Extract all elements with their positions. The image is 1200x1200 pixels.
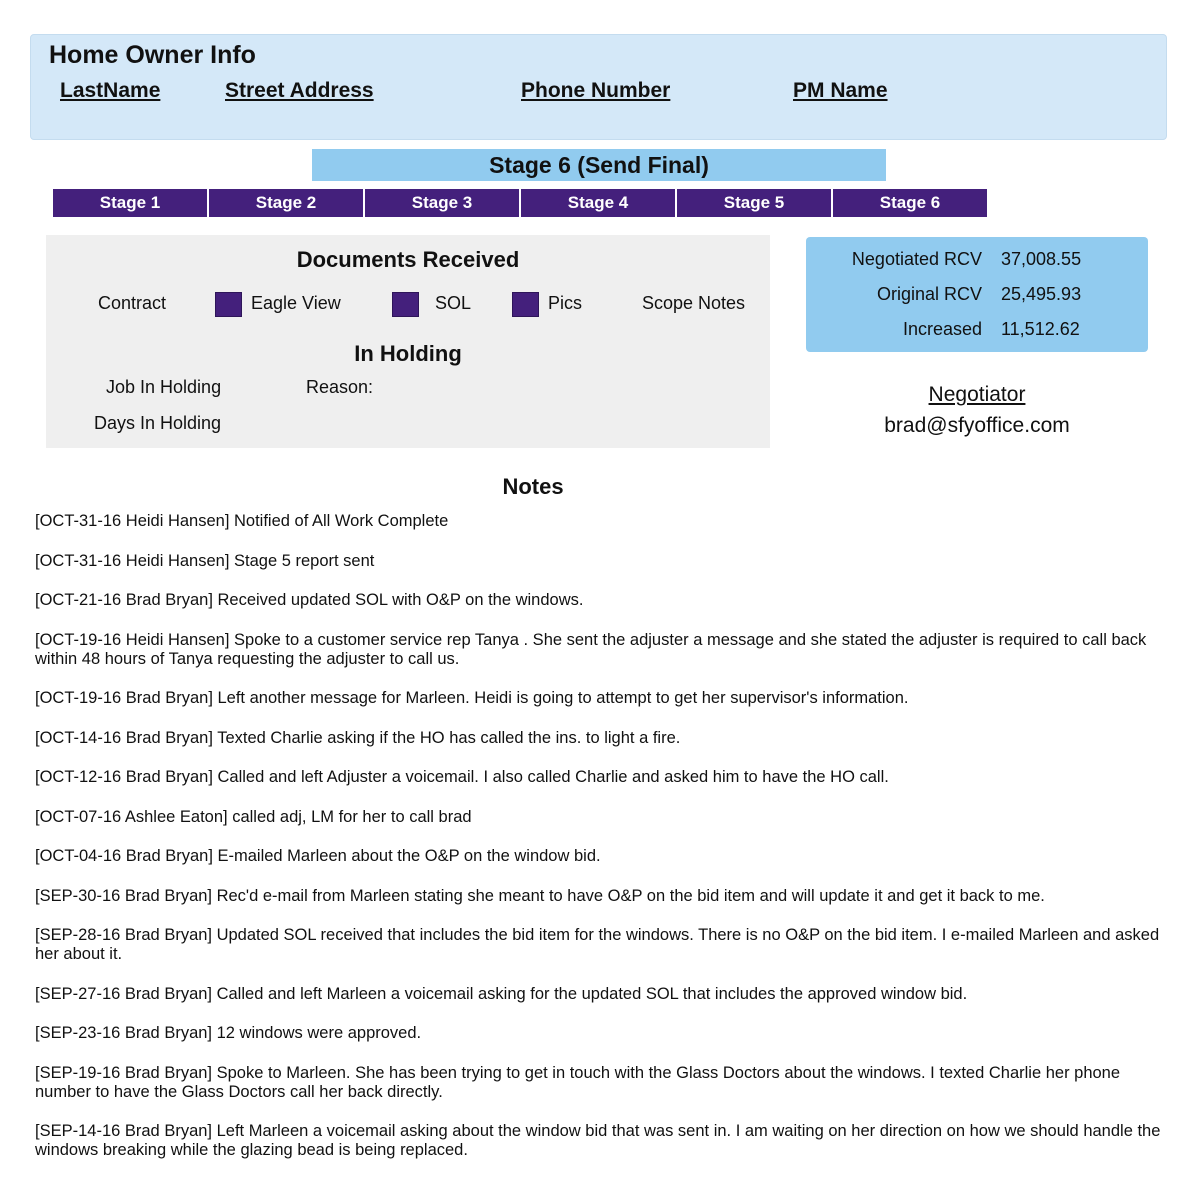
negotiator-title: Negotiator <box>928 383 1026 406</box>
doc-sol-checkbox[interactable] <box>392 292 419 317</box>
documents-received-title: Documents Received <box>296 247 520 272</box>
negotiator-email[interactable]: brad@sfyoffice.com <box>884 414 1070 437</box>
note-item: [SEP-30-16 Brad Bryan] Rec'd e-mail from Marleen stating she meant to have O&P on the bid item and will update it and get it back to me. <box>35 886 1045 905</box>
note-item: [OCT-07-16 Ashlee Eaton] called adj, LM for her to call brad <box>35 807 472 826</box>
doc-sol-label: SOL <box>435 293 472 313</box>
notes-title: Notes <box>502 474 564 499</box>
increased-value: 11,512.62 <box>1001 319 1080 339</box>
note-item: [OCT-04-16 Brad Bryan] E-mailed Marleen about the O&P on the window bid. <box>35 847 601 865</box>
column-pm-name[interactable]: PM Name <box>793 79 888 102</box>
column-lastname[interactable]: LastName <box>60 79 161 102</box>
stage-4-button[interactable]: Stage 4 <box>521 189 675 217</box>
stage-2-button[interactable]: Stage 2 <box>209 189 363 217</box>
note-item: [OCT-19-16 Heidi Hansen] Spoke to a customer service rep Tanya . She sent the adjuster a message and she stated the adjuster is required to call back within 48 hours of Tanya requesting the adjuster to call us. <box>35 630 1147 668</box>
column-street-address[interactable]: Street Address <box>225 79 374 102</box>
doc-eagle-view-checkbox[interactable] <box>215 292 242 317</box>
note-item: [OCT-31-16 Heidi Hansen] Stage 5 report sent <box>35 551 375 570</box>
doc-pics-checkbox[interactable] <box>512 292 539 317</box>
column-phone-number[interactable]: Phone Number <box>521 79 671 102</box>
note-item: [OCT-14-16 Brad Bryan] Texted Charlie asking if the HO has called the ins. to light a fire. <box>35 728 681 747</box>
job-in-holding-label: Job In Holding <box>106 377 222 397</box>
original-rcv-label: Original RCV <box>876 284 982 304</box>
documents-panel <box>46 235 770 448</box>
stage-6-button[interactable]: Stage 6 <box>833 189 987 217</box>
holding-reason-label: Reason: <box>306 377 374 397</box>
home-owner-title: Home Owner Info <box>49 41 256 69</box>
doc-eagle-view-label: Eagle View <box>251 293 341 313</box>
increased-label: Increased <box>902 319 982 339</box>
note-item: [OCT-31-16 Heidi Hansen] Notified of All Work Complete <box>35 512 449 530</box>
note-item: [SEP-27-16 Brad Bryan] Called and left Marleen a voicemail asking for the updated SOL that includes the approved window bid. <box>35 984 968 1003</box>
original-rcv-value: 25,495.93 <box>1001 284 1082 304</box>
note-item: [SEP-14-16 Brad Bryan] Left Marleen a voicemail asking about the window bid that was sent in. I am waiting on her direction on how we should handle the windows breaking while the glazing bead is being replaced. <box>35 1122 1161 1159</box>
note-item: [SEP-19-16 Brad Bryan] Spoke to Marleen. She has been trying to get in touch with the Glass Doctors about the windows. I texted Charlie her phone number to have the Glass Doctors call her back directly. <box>35 1063 1121 1101</box>
doc-pics-label: Pics <box>548 293 583 313</box>
stage-5-button[interactable]: Stage 5 <box>677 189 831 217</box>
days-in-holding-label: Days In Holding <box>94 413 222 433</box>
negotiated-rcv-value: 37,008.55 <box>1001 249 1082 269</box>
notes-list <box>35 512 1165 1181</box>
current-stage-banner: Stage 6 (Send Final) <box>312 149 886 181</box>
stage-3-button[interactable]: Stage 3 <box>365 189 519 217</box>
stage-1-button[interactable]: Stage 1 <box>53 189 207 217</box>
doc-contract-label: Contract <box>98 293 167 313</box>
note-item: [SEP-28-16 Brad Bryan] Updated SOL received that includes the bid item for the windows. There is no O&P on the bid item. I e-mailed Marleen and asked her about it. <box>35 926 1160 963</box>
note-item: [SEP-23-16 Brad Bryan] 12 windows were approved. <box>35 1024 422 1042</box>
note-item: [OCT-21-16 Brad Bryan] Received updated SOL with O&P on the windows. <box>35 591 584 609</box>
stage-tabs <box>53 189 989 217</box>
rcv-summary-panel <box>806 237 1148 352</box>
note-item: [OCT-19-16 Brad Bryan] Left another message for Marleen. Heidi is going to attempt to get her supervisor's information. <box>35 689 909 707</box>
home-owner-panel <box>30 34 1167 140</box>
in-holding-title: In Holding <box>354 341 462 366</box>
negotiated-rcv-label: Negotiated RCV <box>851 249 982 269</box>
doc-scope-notes-label: Scope Notes <box>642 293 746 313</box>
note-item: [OCT-12-16 Brad Bryan] Called and left Adjuster a voicemail. I also called Charlie and asked him to have the HO call. <box>35 768 889 786</box>
